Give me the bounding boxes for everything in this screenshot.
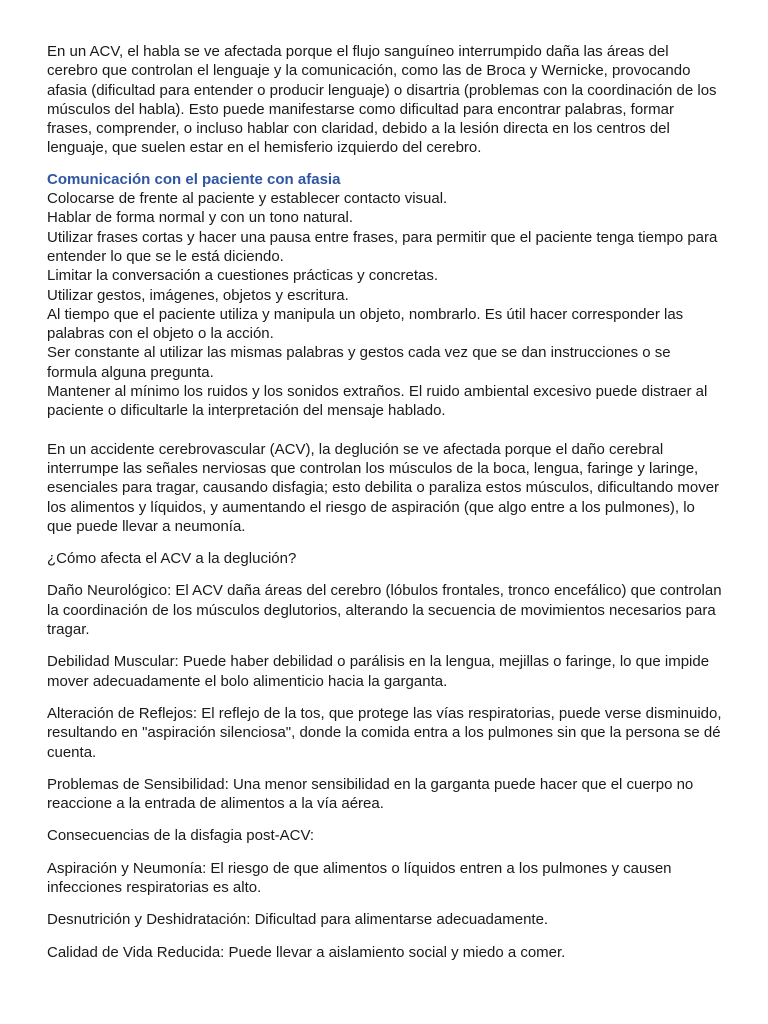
aphasia-section-heading: Comunicación con el paciente con afasia: [47, 170, 341, 188]
spacer: [47, 639, 723, 652]
consequence-paragraph: Aspiración y Neumonía: El riesgo de que alimentos o líquidos entren a los pulmones y causen infecciones respiratorias es alto.: [47, 859, 672, 896]
consequences-heading: Consecuencias de la disfagia post-ACV:: [47, 827, 315, 845]
consequence-paragraph: Desnutrición y Deshidratación: Dificultad para alimentarse adecuadamente.: [47, 911, 549, 929]
aphasia-item: Hablar de forma normal y con un tono natural.: [47, 209, 353, 227]
spacer: [47, 813, 723, 826]
deglution-question: ¿Cómo afecta el ACV a la deglución?: [47, 550, 297, 568]
effect-paragraph: Daño Neurológico: El ACV daña áreas del cerebro (lóbulos frontales, tronco encefálico) que controlan la coordinación de los músculos deglutorios, alterando la secuencia de movimientos necesarios para tragar.: [47, 582, 722, 639]
spacer: [47, 930, 723, 943]
spacer: [47, 536, 723, 549]
spacer: [47, 762, 723, 775]
aphasia-item: Al tiempo que el paciente utiliza y manipula un objeto, nombrarlo. Es útil hacer corresponder las palabras con el objeto o la acción.: [47, 305, 684, 343]
spacer: [47, 421, 723, 440]
effect-paragraph: Alteración de Reflejos: El reflejo de la tos, que protege las vías respiratorias, puede verse disminuido, resultando en "aspiración silenciosa", donde la comida entra a los pulmones sin que la persona se dé cuenta.: [47, 704, 722, 761]
spacer: [47, 897, 723, 910]
aphasia-item: Utilizar gestos, imágenes, objetos y escritura.: [47, 286, 349, 304]
effect-paragraph: Debilidad Muscular: Puede haber debilidad o parálisis en la lengua, mejillas o faringe, lo que impide mover adecuadamente el bolo alimenticio hacia la garganta.: [47, 653, 710, 690]
spacer: [47, 691, 723, 704]
document-page: [47, 42, 723, 962]
deglution-paragraph: En un accidente cerebrovascular (ACV), la deglución se ve afectada porque el daño cerebral interrumpe las señales nerviosas que controlan los músculos de la boca, lengua, faringe y laringe, esenciales para tragar, causando disfagia; esto debilita o paraliza estos músculos, dificultando mover los alimentos y líquidos, y aumentando el riesgo de aspiración (que algo entre a los pulmones), lo que puede llevar a neumonía.: [47, 440, 720, 535]
effect-paragraph: Problemas de Sensibilidad: Una menor sensibilidad en la garganta puede hacer que el cuerpo no reaccione a la entrada de alimentos a la vía aérea.: [47, 775, 694, 813]
spacer: [47, 158, 723, 170]
aphasia-item: Utilizar frases cortas y hacer una pausa entre frases, para permitir que el paciente tenga tiempo para entender lo que se le está diciendo.: [47, 228, 718, 265]
aphasia-item: Limitar la conversación a cuestiones prácticas y concretas.: [47, 267, 439, 285]
aphasia-item: Mantener al mínimo los ruidos y los sonidos extraños. El ruido ambiental excesivo puede distraer al paciente o dificultarle la interpretación del mensaje hablado.: [47, 383, 708, 420]
consequence-paragraph: Calidad de Vida Reducida: Puede llevar a aislamiento social y miedo a comer.: [47, 943, 566, 961]
spacer: [47, 846, 723, 859]
intro-paragraph: En un ACV, el habla se ve afectada porque el flujo sanguíneo interrumpido daña las áreas del cerebro que controlan el lenguaje y la comunicación, como las de Broca y Wernicke, provocando afasia (dificultad para entender o producir lenguaje) o disartria (problemas con la coordinación de los músculos del habla). Esto puede manifestarse como dificultad para encontrar palabras, formar frases, comprender, o incluso hablar con claridad, debido a la lesión directa en los centros del lenguaje, que suelen estar en el hemisferio izquierdo del cerebro.: [47, 43, 717, 157]
aphasia-item: Colocarse de frente al paciente y establecer contacto visual.: [47, 190, 448, 208]
spacer: [47, 568, 723, 581]
aphasia-item: Ser constante al utilizar las mismas palabras y gestos cada vez que se dan instrucciones o se formula alguna pregunta.: [47, 344, 671, 381]
